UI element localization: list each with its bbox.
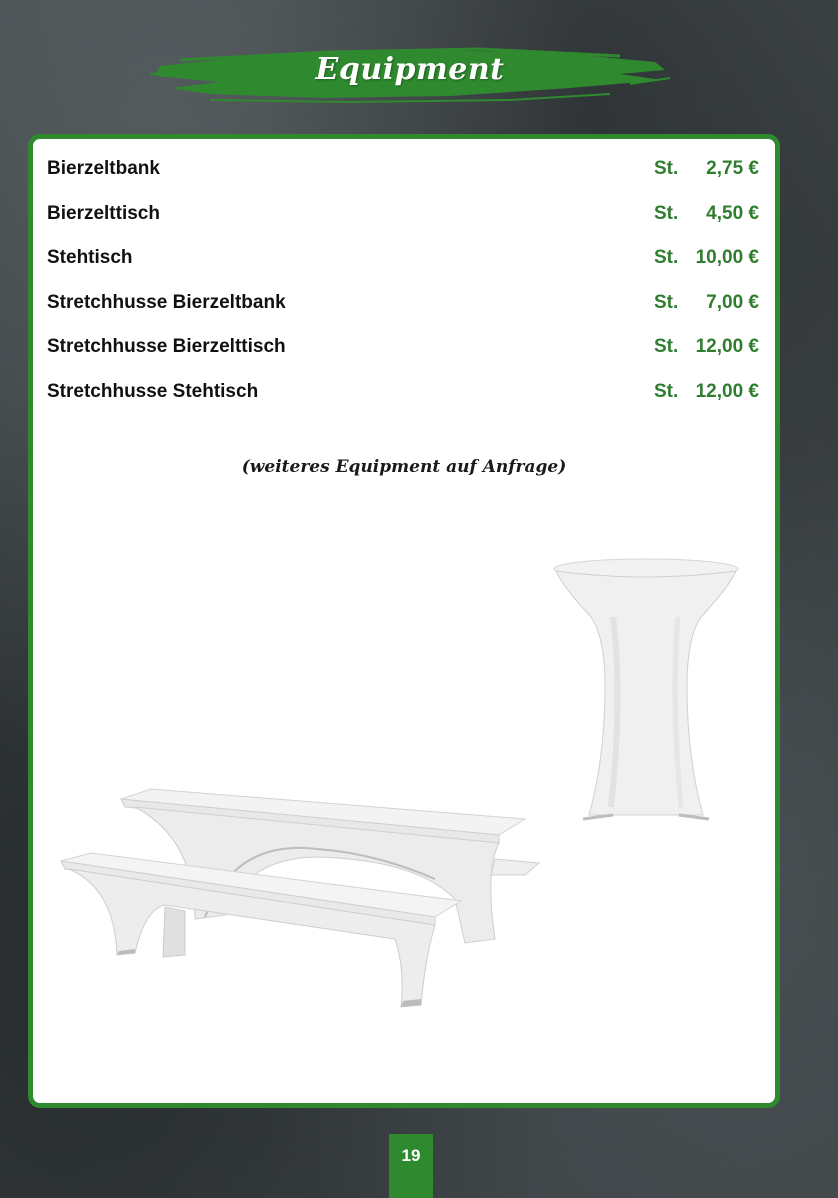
beer-tent-set-image (55, 779, 555, 1019)
item-unit: St. (654, 158, 679, 179)
list-item (43, 325, 767, 370)
cocktail-table-image (553, 557, 753, 827)
item-unit: St. (654, 380, 679, 402)
item-price: 12,00 € (695, 380, 759, 402)
header-banner (150, 44, 670, 104)
item-price: 12,00 € (695, 336, 759, 358)
item-name: Stretchhusse Stehtisch (47, 380, 259, 402)
price-list (43, 147, 767, 415)
availability-note: (weiteres Equipment auf Anfrage) (241, 457, 567, 477)
item-unit: St. (654, 202, 679, 224)
item-name: Bierzeltbank (47, 158, 160, 179)
item-name: Bierzelttisch (47, 202, 160, 224)
list-item (43, 236, 767, 281)
item-name: Stehtisch (47, 247, 133, 269)
list-item (43, 370, 767, 415)
item-unit: St. (654, 247, 679, 269)
content-panel (28, 134, 780, 1108)
page-title: Equipment (315, 52, 505, 87)
item-price: 4,50 € (706, 202, 759, 224)
page-number: 19 (389, 1134, 433, 1198)
item-unit: St. (654, 291, 679, 313)
item-name: Stretchhusse Bierzelttisch (47, 336, 286, 358)
list-item (43, 281, 767, 326)
item-price: 7,00 € (706, 291, 759, 313)
item-price: 2,75 € (706, 158, 759, 179)
item-unit: St. (654, 336, 679, 358)
list-item (43, 147, 767, 192)
item-name: Stretchhusse Bierzeltbank (47, 291, 286, 313)
list-item (43, 192, 767, 237)
item-price: 10,00 € (695, 247, 759, 269)
